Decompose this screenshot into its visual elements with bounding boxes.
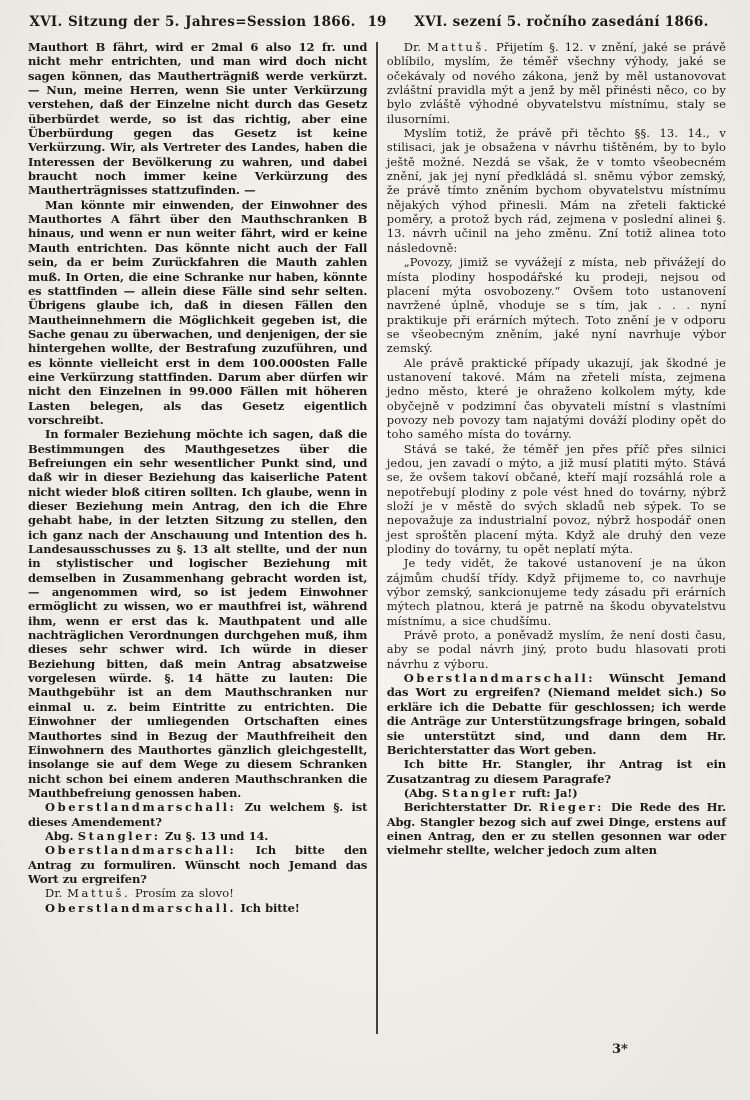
paragraph [28,198,367,428]
paragraph-text: Je tedy vidět, že takové ustanovení je na úkon zájmům chudší třídy. Když přijmeme to, co navrhuje výbor zemský, sankcionujeme tedy zásadu při erárních mýtech platnou, která je patrně na škodu obyvatelstvu místnímu, a sice chudšímu. [386,556,726,628]
page-number: 19 [367,14,387,30]
speaker-name: Stangler: [77,828,161,843]
paragraph-text: Myslím totiž, že právě při těchto §§. 13. 14., v stilisaci, jak je obsažena v návrhu tištěném, by to bylo ještě možné. Nezdá se však, že v tomto všeobecném znění, jak jej nyní předkládá sl. sněmu výbor zemský, že právě tímto zněním bychom obyvatelstvu místnímu nějakých výhod přinesli. Mám na zřeteli faktické poměry, a protož bych rád, zejmena v poslední alinei §. 13. návrh učinil na jeho změnu. Zní totiž alinea toto následovně: [386,126,726,255]
paragraph-text: Stává se také, že téměř jen přes příč přes silnici jedou, jen zavadí o mýto, a již musí platiti mýto. Stává se, že ovšem takoví občané, kteří mají rozsáhlá role a nepotřebují plodiny z pole vést hned do továrny, nýbrž složí je v městě do svých skladů neb sýpek. To se nepovažuje za industrialní povoz, nýbrž hospodář onen jest sproštěn placení mýta. Když ale druhý den veze plodiny do továrny, tu opět neplatí mýta. [386,441,726,557]
header-right-title: XVI. sezení 5. ročního zasedání 1866. [414,14,709,30]
paragraph [387,757,726,786]
paragraph-text: Prosím za slovo! [130,886,234,901]
two-column-body [28,40,726,1052]
left-column-german [28,40,367,1052]
paragraph-text: Ich bitte! [236,900,300,915]
paragraph [28,829,367,843]
paragraph-text: Abg. [45,828,78,843]
paragraph [28,843,367,886]
paragraph-text: Zu welchem §. ist dieses Amendement? [28,800,368,829]
paragraph-text: Ale právě praktické případy ukazují, jak škodné je ustanovení takové. Mám na zřeteli místa, zejmena jedno město, které je ohraženo kolkolem mýty, kde obyčejně v podzimní čas obyvateli místní s vlastními povozy neb povozy tam najatými dováží plodiny opět do toho samého místa do továrny. [386,355,726,442]
paragraph [28,427,367,800]
paragraph [28,886,367,900]
speaker-name: Oberstlandmarschall: [45,800,237,815]
right-column-czech [387,40,726,1052]
paragraph [28,40,367,198]
paragraph-text: Mauthort B fährt, wird er 2mal 6 also 12 fr. und nicht mehr entrichten, und man wird doch nicht sagen können, das Mautherträgniß werde verkürzt. — Nun, meine Herren, wenn Sie unter Verkürzung verstehen, daß der Einzelne nicht durch das Gesetz überbürdet werde, so ist das richtig, aber eine Überbürdung gegen das Gesetz ist keine Verkürzung. Wir, als Vertreter des Landes, haben die Interessen der Bevölkerung zu wahren, und dabei braucht noch immer keine Verkürzung des Mautherträgnisses stattzufinden. — [28,40,368,198]
paragraph [28,901,367,915]
paragraph-text: ruft: Ja!) [517,785,578,800]
paragraph [387,40,726,126]
paragraph [387,255,726,355]
paragraph-text: Ich bitte den Antrag zu formuliren. Wünscht noch Jemand das Wort zu ergreifen? [28,843,368,886]
paragraph [387,126,726,255]
paragraph [387,786,726,800]
paragraph-text: In formaler Beziehung möchte ich sagen, daß die Bestimmungen des Mauthgesetzes über die Befreiungen ein sehr wesentlicher Punkt sind, und daß wir in dieser Beziehung das kaiserliche Patent nicht wieder bloß citiren sollten. Ich glaube, wenn in dieser Beziehung mein Antrag, den ich die Ehre gehabt habe, in der letzten Sitzung zu stellen, den ich ganz nach der Anschauung und Intention des h. Landesausschusses zu §. 13 alt stellte, und der nun in stylistischer und logischer Beziehung mit demselben in Zusammenhang gebracht worden ist, — angenommen wird, so ist jedem Einwohner ermöglicht zu wissen, wo er mauthfrei ist, während ihm, wenn er erst das k. Mauthpatent und alle nachträglichen Verordnungen durchgehen muß, ihm dieses sehr schwer wird. Ich würde in dieser Beziehung bitten, daß mein Antrag absatzweise vorgelesen würde. §. 14 hätte zu lauten: Die Mauthgebühr ist an dem Mauthschranken nur einmal u. z. beim Eintritte zu entrichten. Die Einwohner der umliegenden Ortschaften eines Mauthortes sind in Bezug der Mauthfreiheit den Einwohnern des Mauthortes gänzlich gleichgestellt, insolange sie auf dem Wege zu diesem Schranken nicht schon bei einem anderen Mauthschranken die Mauthbefreiung genossen haben. [28,427,368,800]
paragraph-text: Přijetím §. 12. v znění, jaké se právě oblíbilo, myslím, že téměř všechny výhody, jaké se očekávaly od nového zákona, jenž by měl ustanovovat zvláštní pravidla mýt a jenž by měl přinésti něco, co by bylo zvláště výhodné obyvatelstvu místnímu, staly se ilusorními. [386,40,726,126]
paragraph-text: Wünscht Jemand das Wort zu ergreifen? (Niemand meldet sich.) So erkläre ich die Debatte für geschlossen; ich werde die Anträge zur Unterstützungsfrage bringen, sobald sie unterstützt sind, und dann dem Hr. Berichterstatter das Wort geben. [386,671,726,757]
paragraph [387,356,726,442]
paragraph [387,556,726,628]
paragraph [387,628,726,671]
paragraph-text: Die Rede des Hr. Abg. Stangler bezog sich auf zwei Dinge, erstens auf einen Antrag, den er zu stellen gesonnen war oder vielmehr stellte, welcher jedoch zum alten [386,800,727,858]
speaker-name: Oberstlandmarschall: [45,843,237,858]
column-divider-rule [376,42,378,1034]
speaker-name: Stangler [441,785,518,800]
page-header [28,14,726,30]
speaker-name: Oberstlandmarschall. [45,900,237,915]
paragraph-text: Ich bitte Hr. Stangler, ihr Antrag ist ein Zusatzantrag zu diesem Paragrafe? [386,757,726,786]
paragraph-text: Dr. [403,40,428,54]
paragraph [387,442,726,557]
paragraph-text: Man könnte mir einwenden, der Einwohner des Mauthortes A fährt über den Mauthschranken B hinaus, und wenn er nun weiter fährt, wird er keine Mauth entrichten. Das könnte nicht auch der Fall sein, da er beim Zurückfahren die Mauth zahlen muß. In Orten, die eine Schranke nur haben, könnte es stattfinden — allein diese Fälle sind sehr selten. Übrigens glaube ich, daß in diesen Fällen den Mautheinnehmern die Möglichkeit gegeben ist, die Sache genau zu überwachen, und denjenigen, der sie hintergehen wollte, der Bestrafung zuzuführen, und es könnte vielleicht erst in dem 100.000sten Falle eine Verkürzung stattfinden. Darum aber dürfen wir nicht den Einzelnen in 99.000 Fällen mit höheren Lasten belegen, als das Gesetz eigentlich vorschreibt. [28,197,368,427]
paragraph [387,800,726,857]
paragraph-text: (Abg. [403,785,442,800]
printer-signature-mark: 3* [612,1042,628,1057]
paragraph [387,671,726,757]
paragraph-text: Berichterstatter Dr. [403,800,539,815]
paragraph-text: Zu §. 13 und 14. [160,828,269,843]
paragraph-text: Dr. [45,886,68,901]
paragraph-text: „Povozy, jimiž se vyvážejí z místa, neb přivážejí do místa plodiny hospodářské ku prodeji, nejsou od placení mýta osvobozeny.“ Ovšem toto ustanovení navržené úplně, vhoduje se s tím, jak . . . nyní praktikuje při erárních mýtech. Toto znění je v odporu se všeobecným zněním, jaké nyní navrhuje výbor zemský. [386,255,726,356]
header-left-title: XVI. Sitzung der 5. Jahres=Session 1866. [29,14,356,30]
speaker-name: Mattuš. [67,886,131,901]
speaker-name: Oberstlandmarschall: [403,671,596,686]
paragraph [28,800,367,829]
paragraph-text: Právě proto, a poněvadž myslím, že není dosti času, aby se podal návrh jiný, proto budu hlasovati proti návrhu z výboru. [386,628,726,671]
speaker-name: Rieger: [538,800,604,815]
speaker-name: Mattuš. [427,40,491,54]
